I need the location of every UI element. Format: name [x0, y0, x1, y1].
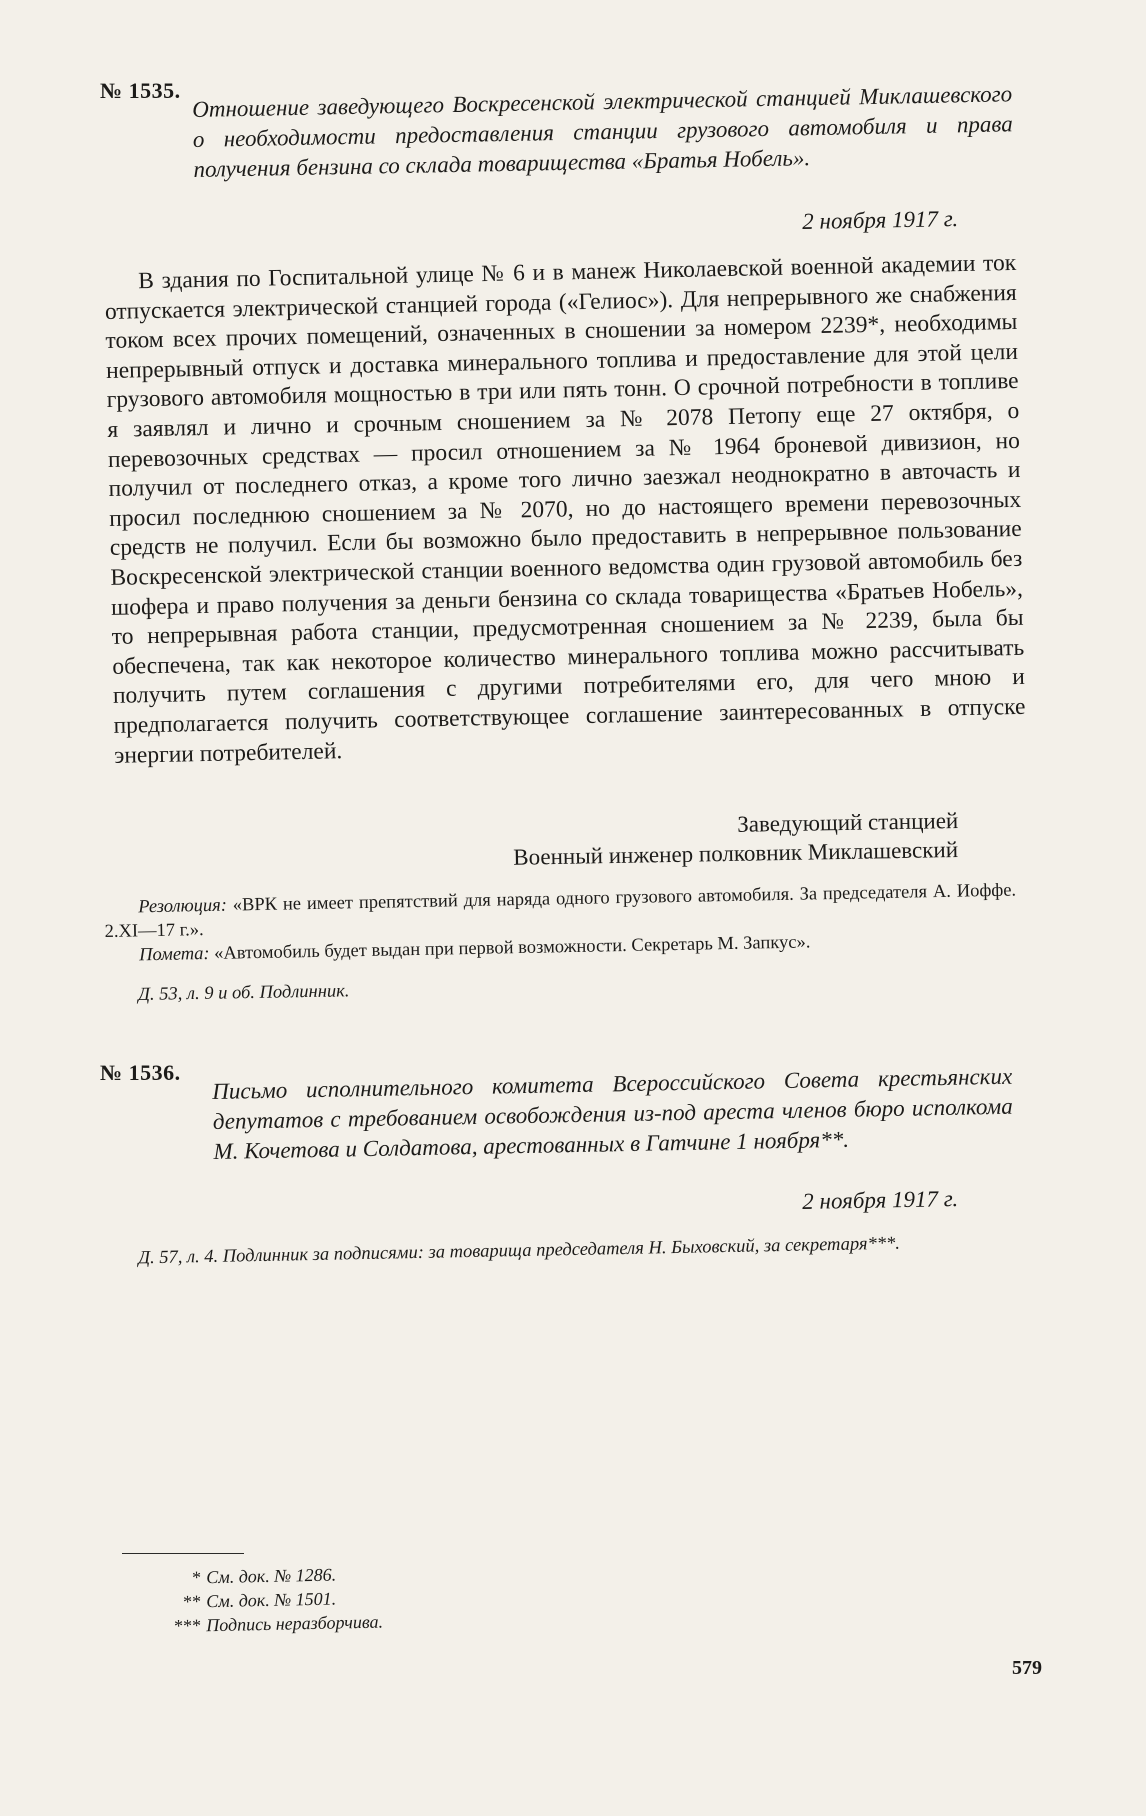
- resolution-text: «ВРК не имеет препятствий для наряда одного грузового автомобиля. За председателя А. Иоффе. 2.XI—17 г.».: [104, 880, 1017, 942]
- doc-1535-body: [104, 249, 1026, 771]
- doc-1536-date: 2 ноября 1917 г.: [802, 1186, 959, 1214]
- footnote-2: [122, 1588, 336, 1615]
- signature-name: Военный инженер полковник Миклашевский: [513, 837, 959, 870]
- mark-label: Пометa:: [138, 943, 210, 966]
- doc-1536-archive-block: [104, 1229, 1034, 1271]
- footnote-1: [122, 1564, 336, 1591]
- doc-1535-title: Отношение заведующего Воскресенской электрической станцией Миклашевского о необходимости предоставления станции грузового автомобиля и права получения бензина со склада товарищества «Братья Нобель».: [192, 81, 1013, 182]
- footnote-3: [122, 1611, 383, 1639]
- signature-title: Заведующий станцией: [737, 808, 959, 837]
- doc-1536-archive: Д. 57, л. 4. Подлинник за подписями: за товарища председателя Н. Быховский, за секретаря***.: [138, 1233, 901, 1269]
- footnote-2-text: См. док. № 1501.: [206, 1588, 337, 1612]
- doc-1536-title: Письмо исполнительного комитета Всероссийского Совета крестьянских депутатов с требованием освобождения из-под ареста членов бюро исполкома М. Кочетова и Солдатова, арестованных в Гатчине 1 ноября**.: [212, 1063, 1013, 1164]
- doc-1536-number: № 1536.: [100, 1060, 181, 1085]
- resolution-label: Резолюция:: [138, 895, 228, 918]
- doc-1535-notes: [104, 878, 1017, 967]
- doc-1535-body-paragraph: В здания по Госпитальной улице № 6 и в манеж Николаевской военной академии ток отпускается электрической станцией города («Гелиос»). Для непрерывного же снабжения током всех прочих помещений, означенных в сношении за номером 2239*, необходимы непрерывный отпуск и доставка минерального топлива и предоставление для этой цели грузового автомобиля мощностью в три или пять тонн. О срочной потребности в топливе я заявлял и лично и срочным сношением за № 2078 Петопу еще 27 октября, о перевозочных средствах — просил отношением за № 1964 броневой дивизион, но получил от последнего отказ, а кроме того лично заезжал неоднократно в авточасть и просил последнюю сношением за № 2070, но до настоящего времени перевозочных средств не получил. Если бы возможно было предоставить в непрерывное пользование Воскресенской электрической станции военного ведомства один грузовой автомобиль без шофера и право получения за деньги бензина со склада товарищества «Братьев Нобель», то непрерывная работа станции, предусмотренная сношением за № 2239, была бы обеспечена, так как некоторое количество минерального топлива можно рассчитывать получить путем соглашения с другими потребителями его, для чего мною и предполагается получить соответствующее соглашение заинтересованных в отпуске энергии потребителей.: [104, 249, 1026, 769]
- footnote-divider: [122, 1553, 244, 1554]
- footnote-2-mark: **: [182, 1591, 201, 1612]
- doc-1535-date: 2 ноября 1917 г.: [802, 206, 959, 234]
- footnote-3-text: Подпись неразборчива.: [206, 1611, 384, 1636]
- footnote-3-mark: ***: [173, 1615, 201, 1636]
- doc-1535-number: № 1535.: [100, 78, 181, 103]
- footnote-1-text: См. док. № 1286.: [206, 1564, 337, 1588]
- mark-text: «Автомобиль будет выдан при первой возможности. Секретарь М. Запкус».: [214, 932, 811, 964]
- doc-1535-archive: Д. 53, л. 9 и об. Подлинник.: [138, 981, 350, 1005]
- footnote-1-mark: *: [191, 1567, 201, 1588]
- page-number: 579: [1012, 1657, 1042, 1679]
